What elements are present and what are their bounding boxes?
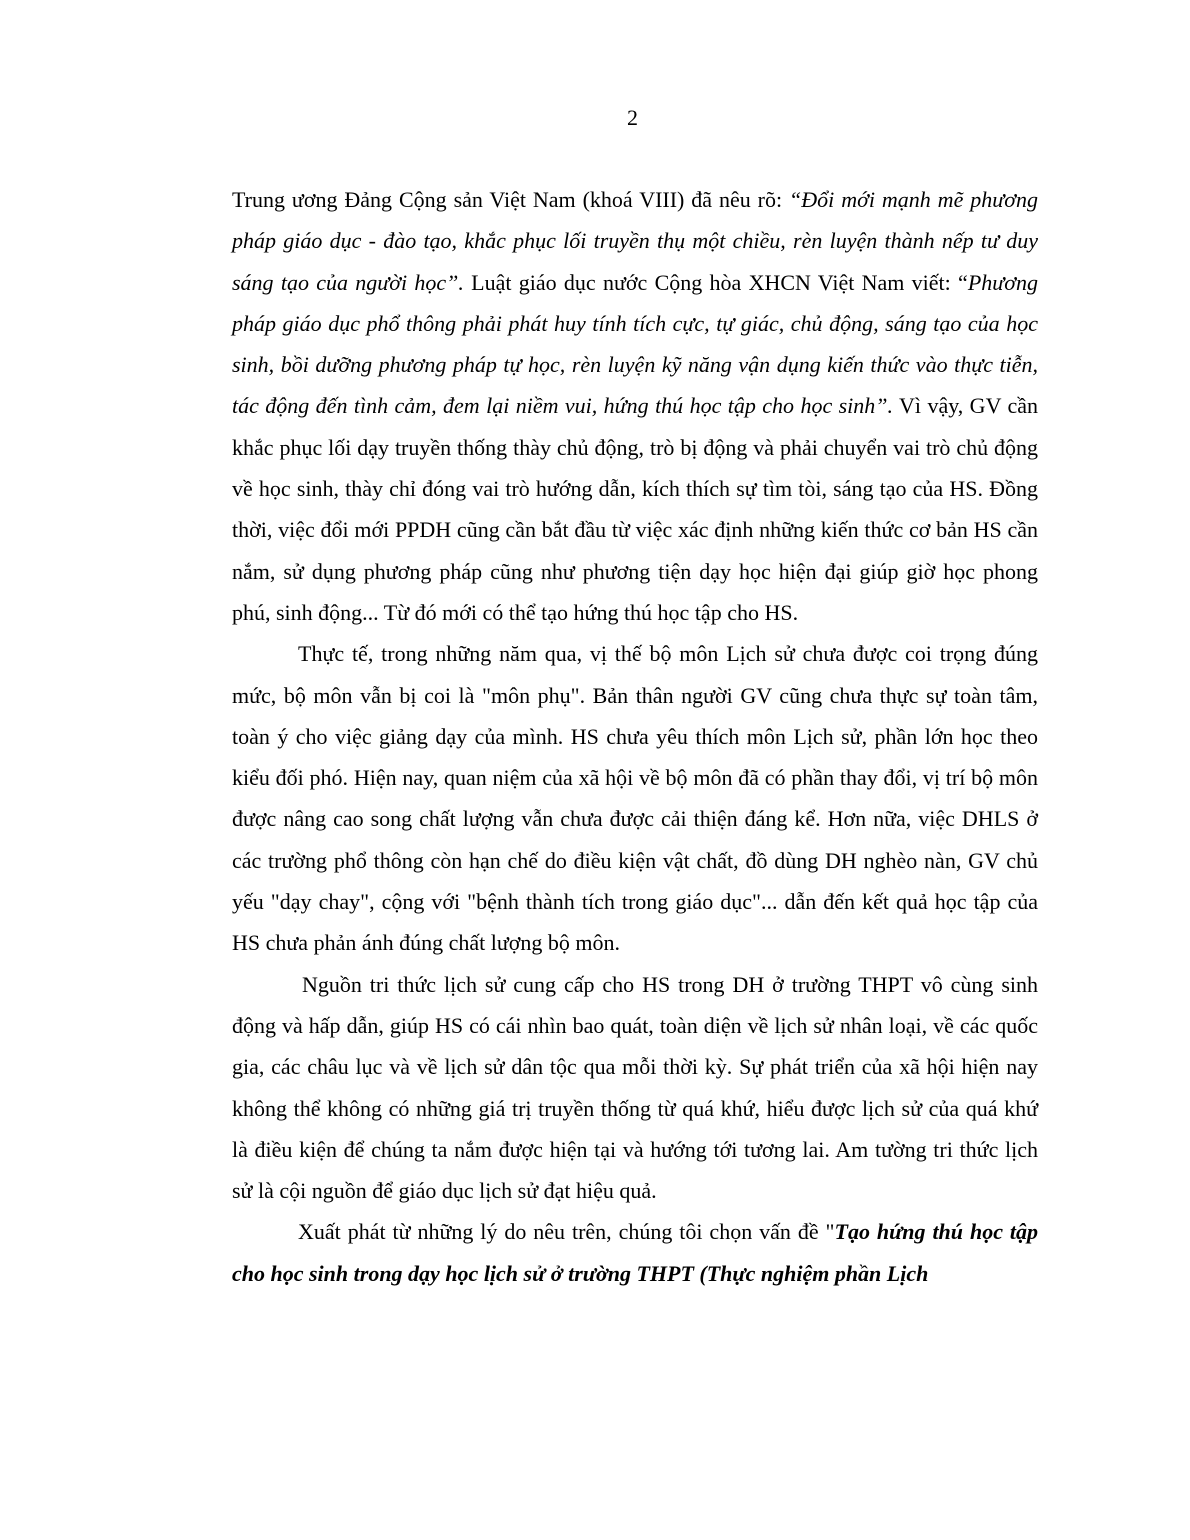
document-body — [232, 179, 1038, 1294]
paragraph-1-text-b: Luật giáo dục nước Cộng hòa XHCN Việt Nam viết: “ — [463, 269, 968, 295]
paragraph-1 — [232, 179, 1038, 633]
paragraph-1-text-c: Vì vậy, GV cần khắc phục lối dạy truyền thống thày chủ động, trò bị động và phải chuyển vai trò chủ động về học sinh, thày chỉ đóng vai trò hướng dẫn, kích thích sự tìm tòi, sáng tạo của HS. Đồng thời, việc đổi mới PPDH cũng cần bắt đầu từ việc xác định những kiến thức cơ bản HS cần nắm, sử dụng phương pháp cũng như phương tiện dạy học hiện đại giúp giờ học phong phú, sinh động... Từ đó mới có thể tạo hứng thú học tập cho HS. — [232, 393, 1038, 625]
page-number: 2 — [627, 105, 638, 130]
paragraph-4 — [232, 1211, 1038, 1294]
paragraph-1-text-a: Trung ương Đảng Cộng sản Việt Nam (khoá VIII) đã nêu rõ: — [232, 187, 790, 212]
paragraph-2: Thực tế, trong những năm qua, vị thế bộ môn Lịch sử chưa được coi trọng đúng mức, bộ môn vẫn bị coi là "môn phụ". Bản thân người GV cũng chưa thực sự toàn tâm, toàn ý cho việc giảng dạy của mình. HS chưa yêu thích môn Lịch sử, phần lớn học theo kiểu đối phó. Hiện nay, quan niệm của xã hội về bộ môn đã có phần thay đổi, vị trí bộ môn được nâng cao song chất lượng vẫn chưa được cải thiện đáng kể. Hơn nữa, việc DHLS ở các trường phổ thông còn hạn chế do điều kiện vật chất, đồ dùng DH nghèo nàn, GV chủ yếu "dạy chay", cộng với "bệnh thành tích trong giáo dục"... dẫn đến kết quả học tập của HS chưa phản ánh đúng chất lượng bộ môn. — [232, 641, 1038, 956]
party-resolution-quote: “Đổi mới mạnh mẽ phương pháp giáo dục - đào tạo, khắc phục lối truyền thụ một chiều, rèn luyện thành nếp tư duy sáng tạo của người học”. — [232, 187, 1038, 295]
education-law-quote: Phương pháp giáo dục phổ thông phải phát huy tính tích cực, tự giác, chủ động, sáng tạo của học sinh, bồi dưỡng phương pháp tự học, rèn luyện kỹ năng vận dụng kiến thức vào thực tiễn, tác động đến tình cảm, đem lại niềm vui, hứng thú học tập cho học sinh”. — [232, 269, 1038, 419]
paragraph-4-text: Xuất phát từ những lý do nêu trên, chúng tôi chọn vấn đề " — [298, 1219, 835, 1245]
research-topic-title: Tạo hứng thú học tập cho học sinh trong dạy học lịch sử ở trường THPT (Thực nghiệm phần Lịch — [232, 1219, 1038, 1286]
paragraph-3: Nguồn tri thức lịch sử cung cấp cho HS trong DH ở trường THPT vô cùng sinh động và hấp dẫn, giúp HS có cái nhìn bao quát, toàn diện về lịch sử nhân loại, về các quốc gia, các châu lục và về lịch sử dân tộc qua mỗi thời kỳ. Sự phát triển của xã hội hiện nay không thể không có những giá trị truyền thống từ quá khứ, hiểu được lịch sử của quá khứ là điều kiện để chúng ta nắm được hiện tại và hướng tới tương lai. Am tường tri thức lịch sử là cội nguồn để giáo dục lịch sử đạt hiệu quả. — [232, 971, 1038, 1204]
